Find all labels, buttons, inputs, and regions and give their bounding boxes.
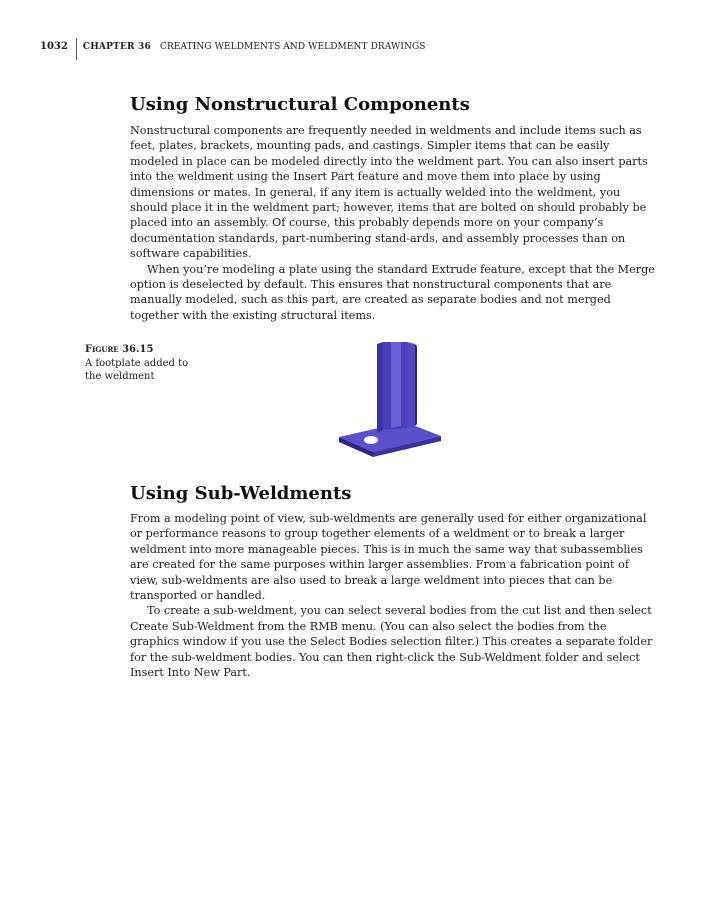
chapter-title: CREATING WELDMENTS AND WELDMENT DRAWINGS — [159, 42, 426, 52]
page-number: 1032 — [40, 41, 68, 52]
paragraph: From a modeling point of view, sub-weldments are generally used for either organizational or performance reasons to group together elements of a weldment or to break a larger weldment into more manageable pieces. This is in much the same way that subassemblies are created for the same purposes within larger assemblies. From a fabrication point of view, sub-weldments are also used to break a large weldment into pieces that can be transported or handled. — [130, 512, 647, 603]
paragraph: To create a sub-weldment, you can select several bodies from the cut list and then select Create Sub-Weldment from the RMB menu. (You can also select the bodies from the graphics window if you use the Select Bodies selection filter.) This creates a separate folder for the sub-weldment bodies. You can then right-click the Sub-Weldment folder and select Insert Into New Part. — [130, 604, 653, 680]
paragraph: When you’re modeling a plate using the standard Extrude feature, except that the Merge option is deselected by default. This ensures that nonstructural components that are manually modeled, such as this part, are created as separate bodies and not merged together with the existing structural items. — [130, 262, 655, 322]
figure-caption-text: A footplate added to the weldment — [85, 357, 189, 382]
beam-web-light — [391, 342, 401, 428]
footplate-figure — [335, 340, 447, 460]
paragraph: Nonstructural components are frequently needed in weldments and include items such as feet, plates, brackets, mounting pads, and castings. Simpler items that can be easily modeled in place can be modeled directly into the weldment part. You can also insert parts into the weldment using the Insert Part feature and move them into place by using dimensions or mates. In general, if any item is actually welded into the weldment, you should place it in the weldment part; however, items that are bolted on should probably be placed into an assembly. Of course, this probably depends more on your company’s documentation standards, part-numbering stand-ards, and assembly processes than on software capabilities. — [130, 124, 648, 261]
chapter-label: CHAPTER 36 — [82, 42, 151, 52]
figure-caption — [85, 343, 195, 384]
beam-flange-right — [407, 342, 415, 428]
beam-edge — [415, 344, 417, 426]
section-heading-sub-weldments: Using Sub-Weldments — [130, 483, 352, 504]
section-body-sub-weldments — [130, 511, 658, 680]
section-heading-nonstructural: Using Nonstructural Components — [130, 94, 470, 115]
running-header — [40, 40, 426, 60]
beam-flange-left — [377, 342, 383, 433]
section-body-nonstructural — [130, 123, 658, 323]
figure-label: Figure 36.15 — [85, 344, 154, 355]
bolt-hole — [364, 436, 378, 444]
